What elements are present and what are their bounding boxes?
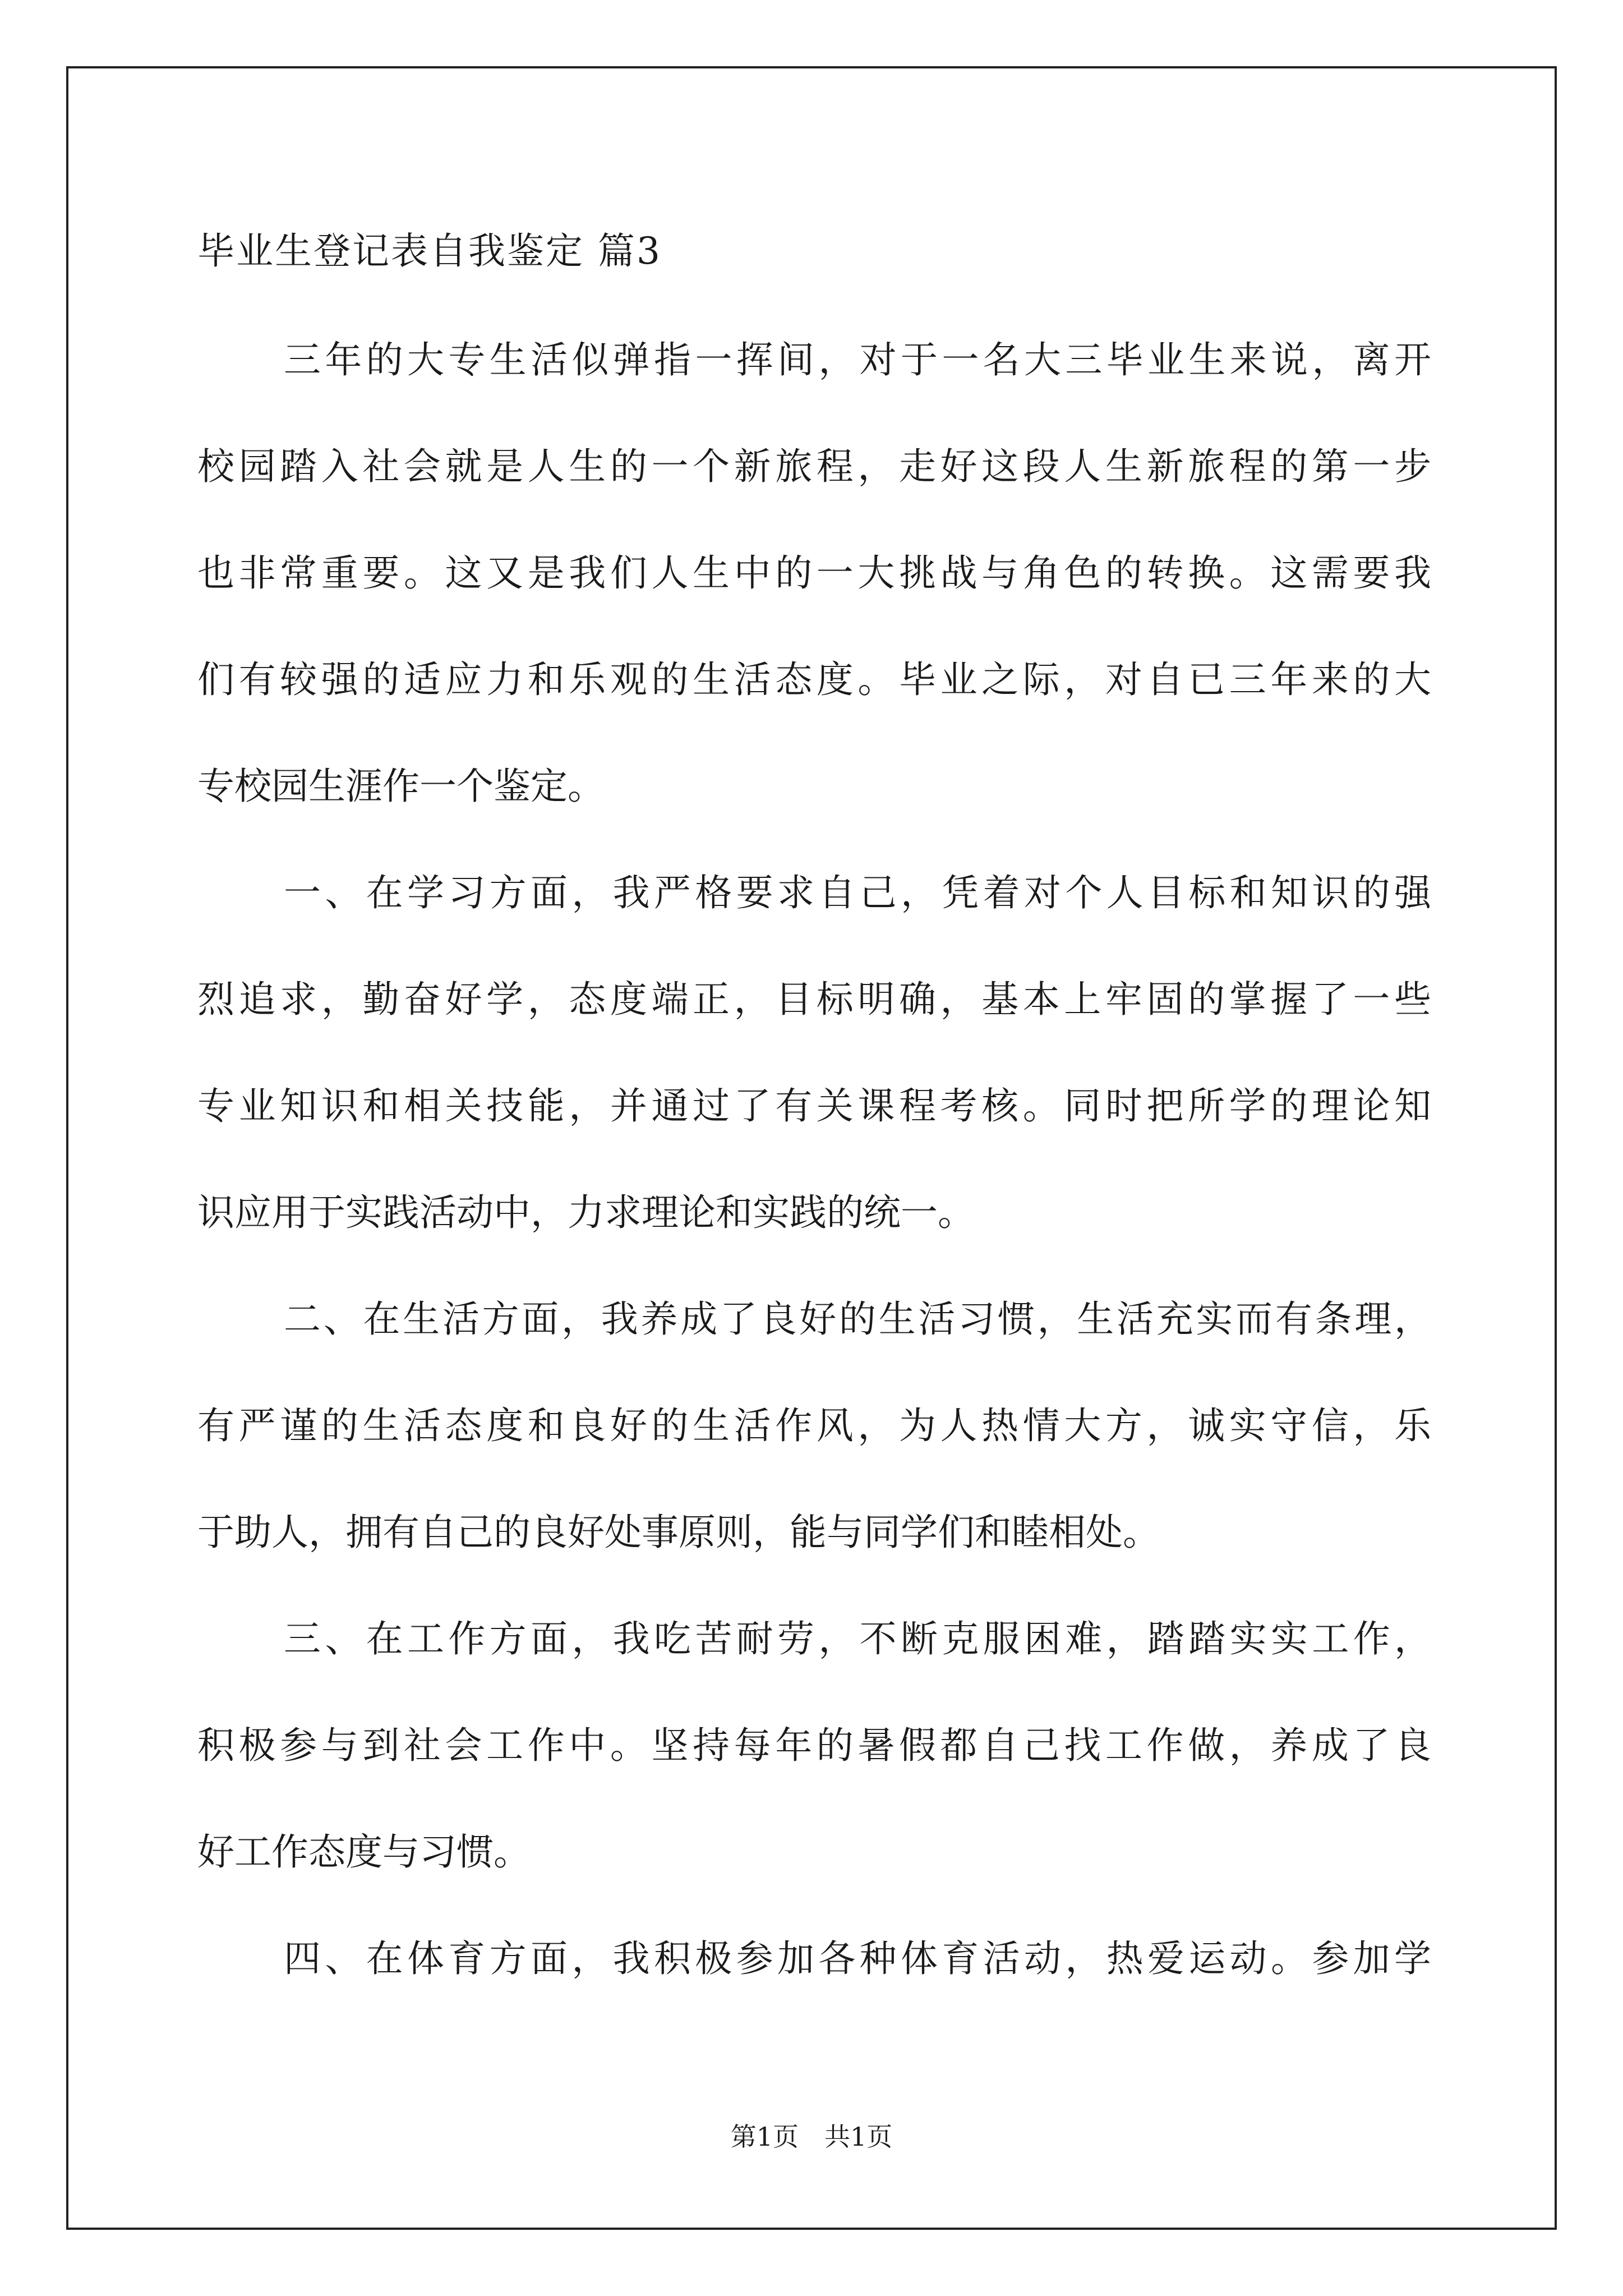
body-line: 校园踏入社会就是人生的一个新旅程，走好这段人生新旅程的第一步 [197, 445, 1431, 488]
body-line: 专校园生涯作一个鉴定。 [197, 765, 605, 808]
body-line: 识应用于实践活动中，力求理论和实践的统一。 [197, 1191, 975, 1234]
body-line: 也非常重要。这又是我们人生中的一大挑战与角色的转换。这需要我 [197, 551, 1431, 595]
body-line: 于助人，拥有自己的良好处事原则，能与同学们和睦相处。 [197, 1511, 1160, 1554]
body-line: 积极参与到社会工作中。坚持每年的暑假都自己找工作做，养成了良 [197, 1724, 1431, 1767]
body-line: 好工作态度与习惯。 [197, 1830, 531, 1874]
body-line: 四、在体育方面，我积极参加各种体育活动，热爱运动。参加学 [284, 1937, 1431, 1980]
body-line: 二、在生活方面，我养成了良好的生活习惯，生活充实而有条理， [284, 1297, 1431, 1341]
body-line: 一、在学习方面，我严格要求自己，凭着对个人目标和知识的强 [284, 871, 1431, 914]
page-border [66, 66, 1557, 2230]
body-line: 们有较强的适应力和乐观的生活态度。毕业之际，对自已三年来的大 [197, 658, 1431, 701]
body-line: 烈追求，勤奋好学，态度端正，目标明确，基本上牢固的掌握了一些 [197, 978, 1431, 1021]
body-line: 三年的大专生活似弹指一挥间，对于一名大三毕业生来说，离开 [284, 338, 1431, 381]
body-line: 三、在工作方面，我吃苦耐劳，不断克服困难，踏踏实实工作， [284, 1617, 1431, 1660]
page-number: 第1页 共1页 [730, 2122, 893, 2152]
body-line: 专业知识和相关技能，并通过了有关课程考核。同时把所学的理论知 [197, 1084, 1431, 1128]
document-title: 毕业生登记表自我鉴定 篇3 [197, 229, 662, 273]
body-line: 有严谨的生活态度和良好的生活作风，为人热情大方，诚实守信，乐 [197, 1404, 1431, 1447]
